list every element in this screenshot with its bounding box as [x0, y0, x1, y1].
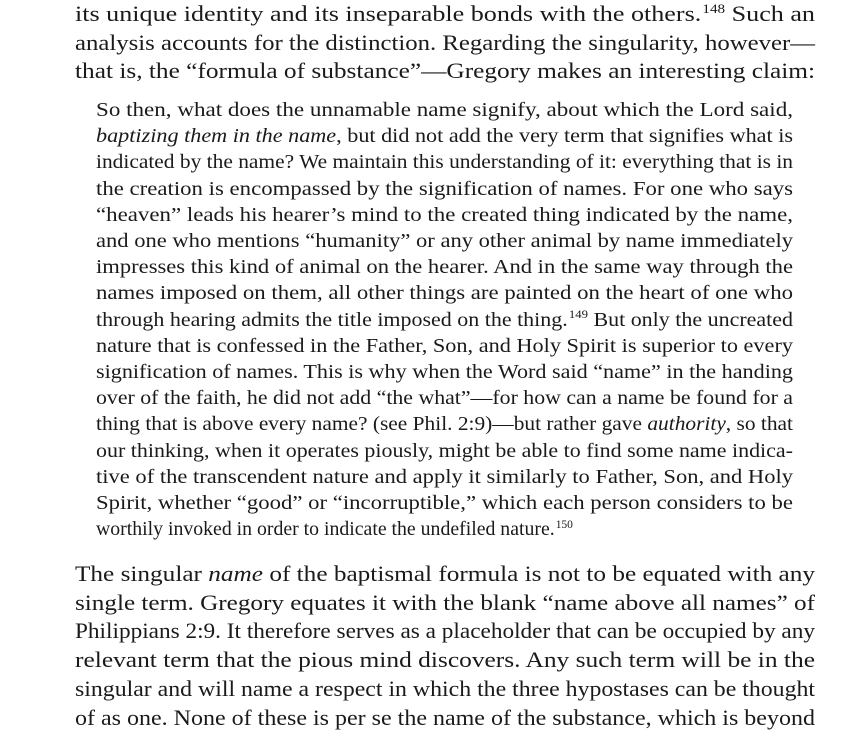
- intro-line: [75, 0, 815, 31]
- line-text: [96, 123, 793, 149]
- line-text: [96, 359, 793, 385]
- line-text: [96, 516, 573, 545]
- text-run: analysis accounts for the distinction. Regarding the singularity, however—: [75, 29, 816, 55]
- line-text: [75, 646, 815, 674]
- line-text: [75, 0, 815, 31]
- text-run: and one who mentions “humanity” or any other animal by name immediately: [96, 230, 794, 252]
- footnote-marker: 148: [702, 0, 726, 16]
- text-run: worthily invoked in order to indicate the undefiled nature.: [96, 518, 555, 541]
- text-run: tive of the transcendent nature and apply it similarly to Father, Son, and Holy: [96, 465, 794, 488]
- italic-text: baptizing them in the name: [96, 125, 337, 148]
- line-text: [75, 560, 815, 588]
- quote-line: [96, 123, 793, 149]
- line-text: [75, 704, 815, 732]
- quote-line: [96, 149, 794, 175]
- intro-line: [75, 29, 816, 57]
- text-run: , so that: [725, 413, 793, 436]
- quote-line: [96, 411, 793, 437]
- text-run: nature that is confessed in the Father, Son, and Holy Spirit is superior to every: [96, 334, 794, 357]
- italic-text: authority: [647, 413, 726, 436]
- line-text: [96, 411, 793, 437]
- quote-line: [96, 176, 794, 202]
- footnote-marker: 150: [555, 519, 573, 532]
- line-text: [96, 333, 793, 359]
- line-text: [96, 254, 793, 280]
- intro-line: [75, 57, 816, 85]
- quote-line: [96, 254, 794, 280]
- line-text: [96, 464, 793, 490]
- quote-line: [96, 464, 794, 490]
- text-run: relevant term that the pious mind discovers. Any such term will be in the: [75, 647, 815, 673]
- quote-line: [96, 228, 794, 254]
- line-text: [96, 438, 793, 464]
- text-run: over of the faith, he did not add “the what”—for how can a name be found for a: [96, 387, 793, 410]
- line-text: [96, 97, 793, 123]
- line-text: [75, 617, 815, 645]
- line-text: [96, 202, 793, 228]
- quote-line: [96, 202, 793, 228]
- text-run: single term. Gregory equates it with the blank “name above all names” of: [75, 589, 816, 615]
- quote-line: [96, 490, 793, 516]
- body-line: [75, 704, 815, 732]
- body-line: [75, 560, 816, 588]
- text-run: “heaven” leads his hearer’s mind to the created thing indicated by the name,: [96, 203, 793, 226]
- quote-line: [96, 307, 793, 336]
- text-run: its unique identity and its inseparable bonds with the others.: [75, 1, 702, 26]
- text-run: Spirit, whether “good” or “incorruptible,” which each person considers to be: [96, 492, 793, 514]
- text-run: The singular: [75, 561, 209, 586]
- text-run: Such an: [725, 1, 815, 26]
- line-text: [96, 385, 793, 411]
- text-run: impresses this kind of animal on the hearer. And in the same way through the: [96, 256, 794, 279]
- line-text: [75, 29, 815, 57]
- line-text: [96, 228, 793, 254]
- quote-line: [96, 280, 794, 306]
- quote-line: [96, 97, 794, 123]
- line-text: [96, 149, 793, 175]
- text-run: indicated by the name? We maintain this understanding of it: everything that is in: [96, 151, 794, 174]
- quote-line: [96, 516, 573, 545]
- body-line: [75, 617, 815, 645]
- footnote-marker: 149: [568, 309, 588, 322]
- line-text: [96, 490, 793, 516]
- line-text: [75, 675, 815, 703]
- line-text: [75, 57, 815, 85]
- text-run: of the baptismal formula is not to be equated with any: [262, 561, 816, 586]
- line-text: [75, 589, 815, 617]
- text-run: Philippians 2:9. It therefore serves as a placeholder that can be occupied by any: [75, 618, 815, 644]
- text-run: So then, what does the unnamable name signify, about which the Lord said,: [96, 99, 794, 121]
- italic-text: name: [208, 561, 263, 586]
- body-line: [75, 675, 816, 703]
- text-run: of as one. None of these is per se the name of the substance, which is beyond: [75, 704, 815, 730]
- quote-line: [96, 359, 793, 385]
- text-run: that is, the “formula of substance”—Gregory makes an interesting claim:: [75, 58, 816, 84]
- text-run: , but did not add the very term that signifies what is: [336, 125, 793, 148]
- line-text: [96, 176, 793, 202]
- text-run: our thinking, when it operates piously, might be able to find some name indica-: [96, 439, 793, 462]
- line-text: [96, 280, 793, 306]
- text-run: through hearing admits the title imposed on the thing.: [96, 308, 568, 331]
- quote-line: [96, 438, 793, 464]
- text-run: the creation is encompassed by the signification of names. For one who says: [96, 177, 794, 200]
- line-text: [96, 307, 793, 336]
- text-run: thing that is above every name? (see Phil. 2:9)—but rather gave: [96, 413, 648, 436]
- quote-line: [96, 333, 794, 359]
- text-run: names imposed on them, all other things are painted on the heart of one who: [96, 282, 794, 305]
- body-line: [75, 589, 816, 617]
- body-line: [75, 646, 815, 674]
- text-run: signification of names. This is why when the Word said “name” in the handing: [96, 361, 793, 383]
- text-run: singular and will name a respect in which the three hypostases can be thought: [75, 675, 816, 701]
- quote-line: [96, 385, 793, 411]
- text-run: But only the uncreated: [587, 308, 793, 331]
